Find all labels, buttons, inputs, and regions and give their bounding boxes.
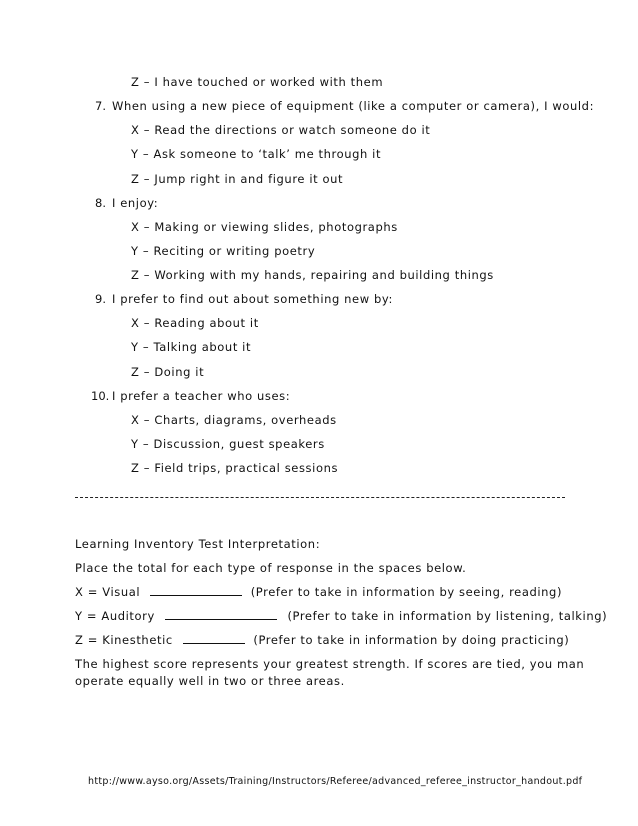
- interpretation-instruction: Place the total for each type of response in the spaces below.: [75, 561, 467, 575]
- question-text: I prefer to find out about something new by:: [112, 292, 393, 306]
- answer-option: X – Making or viewing slides, photographs: [131, 220, 398, 234]
- score-label: Z = Kinesthetic: [75, 633, 173, 647]
- question-number: 10.: [91, 389, 110, 403]
- answer-option: X – Charts, diagrams, overheads: [131, 413, 337, 427]
- answer-option: Y – Ask someone to ‘talk’ me through it: [131, 147, 382, 161]
- score-blank-visual[interactable]: [150, 584, 242, 596]
- score-row-kinesthetic: [75, 632, 569, 647]
- summary-text-line1: The highest score represents your greatest strength. If scores are tied, you man: [75, 657, 585, 671]
- score-description: (Prefer to take in information by seeing, reading): [250, 585, 563, 599]
- interpretation-title: Learning Inventory Test Interpretation:: [75, 537, 321, 551]
- answer-option: Z – Field trips, practical sessions: [131, 461, 339, 475]
- question-text: I enjoy:: [112, 196, 159, 210]
- score-row-visual: [75, 584, 562, 599]
- question-number: 9.: [95, 292, 106, 306]
- answer-option: X – Reading about it: [131, 316, 259, 330]
- answer-option: Y – Discussion, guest speakers: [131, 437, 325, 451]
- question-number: 8.: [95, 196, 106, 210]
- answer-option: X – Read the directions or watch someone do it: [131, 123, 431, 137]
- answer-option: Z – Doing it: [131, 365, 205, 379]
- score-blank-kinesthetic[interactable]: [183, 632, 245, 644]
- answer-option: Z – Jump right in and figure it out: [131, 172, 344, 186]
- answer-option: Z – Working with my hands, repairing and building things: [131, 268, 494, 282]
- score-description: (Prefer to take in information by listening, talking): [287, 609, 608, 623]
- score-label: Y = Auditory: [75, 609, 155, 623]
- summary-text-line2: operate equally well in two or three areas.: [75, 674, 345, 688]
- score-blank-auditory[interactable]: [165, 608, 277, 620]
- answer-option: Y – Reciting or writing poetry: [131, 244, 316, 258]
- q6-option-z: Z – I have touched or worked with them: [131, 75, 384, 89]
- answer-option: Y – Talking about it: [131, 340, 252, 354]
- question-text: When using a new piece of equipment (like a computer or camera), I would:: [112, 99, 595, 113]
- question-number: 7.: [95, 99, 106, 113]
- question-text: I prefer a teacher who uses:: [112, 389, 291, 403]
- score-label: X = Visual: [75, 585, 141, 599]
- score-description: (Prefer to take in information by doing practicing): [253, 633, 570, 647]
- dashed-divider: [75, 497, 565, 498]
- footer-url: http://www.ayso.org/Assets/Training/Instructors/Referee/advanced_referee_instructor_handout.pdf: [88, 776, 583, 787]
- score-row-auditory: [75, 608, 607, 623]
